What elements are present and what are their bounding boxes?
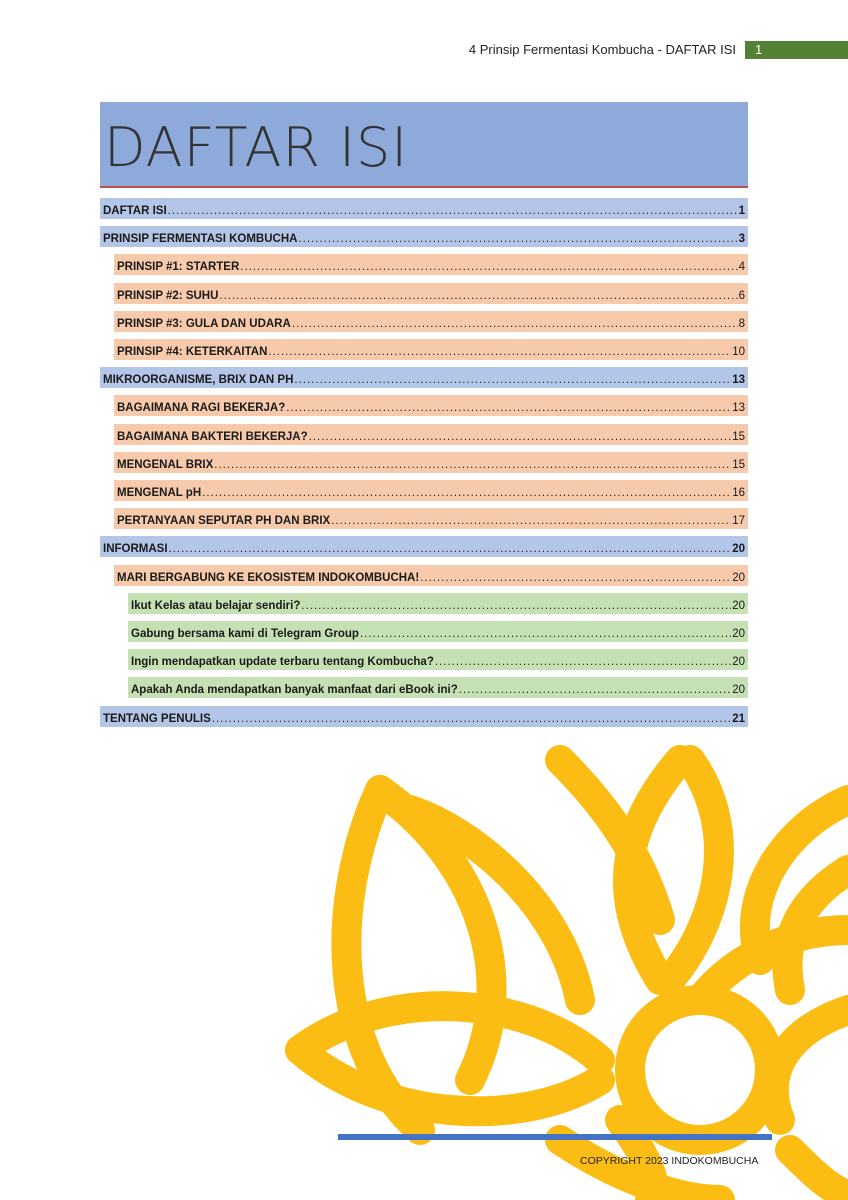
toc-entry-label: MARI BERGABUNG KE EKOSISTEM INDOKOMBUCHA!: [117, 571, 420, 584]
toc-entry-label: Gabung bersama kami di Telegram Group: [131, 628, 359, 640]
footer-bar: [338, 1134, 772, 1140]
toc-entry-page: 15: [732, 430, 745, 443]
toc-entry[interactable]: [128, 677, 748, 698]
toc-leader-dots: [292, 318, 738, 330]
toc-entry[interactable]: [128, 621, 748, 642]
toc-entry-label: Ikut Kelas atau belajar sendiri?: [131, 599, 301, 612]
toc-entry[interactable]: [100, 226, 748, 247]
toc-leader-dots: [168, 205, 738, 217]
toc-entry[interactable]: [114, 283, 748, 304]
toc-entry-page: 20: [732, 599, 745, 612]
running-header: 4 Prinsip Fermentasi Kombucha - DAFTAR ISI: [468, 42, 736, 57]
toc-entry-page: 1: [738, 205, 745, 217]
footer-copyright: COPYRIGHT 2023 INDOKOMBUCHA: [580, 1155, 759, 1167]
toc-leader-dots: [240, 261, 737, 273]
toc-entry-label: PRINSIP #2: SUHU: [117, 289, 219, 302]
toc-leader-dots: [212, 713, 731, 725]
toc-entry-label: TENTANG PENULIS: [103, 712, 211, 725]
toc-entry[interactable]: [114, 254, 748, 275]
toc-leader-dots: [420, 572, 731, 584]
toc-entry-page: 10: [732, 346, 745, 358]
toc-leader-dots: [219, 290, 737, 302]
toc-entry-page: 13: [732, 402, 745, 415]
toc-entry[interactable]: [100, 198, 748, 219]
toc-leader-dots: [286, 402, 731, 414]
toc-entry-label: DAFTAR ISI: [103, 205, 167, 217]
toc-entry[interactable]: [128, 649, 748, 670]
toc-entry-label: Apakah Anda mendapatkan banyak manfaat dari eBook ini?: [131, 684, 458, 697]
page-number-badge: 1: [745, 41, 848, 59]
toc-entry[interactable]: [100, 706, 748, 727]
toc-entry-label: BAGAIMANA RAGI BEKERJA?: [117, 402, 286, 415]
toc-entry[interactable]: [114, 480, 748, 501]
toc-entry-page: 20: [732, 656, 745, 669]
toc-entry-label: PRINSIP #4: KETERKAITAN: [117, 346, 268, 358]
toc-leader-dots: [301, 600, 731, 612]
toc-leader-dots: [169, 543, 732, 555]
toc-entry[interactable]: [100, 367, 748, 388]
toc-entry-page: 6: [738, 289, 745, 302]
toc-entry-label: Ingin mendapatkan update terbaru tentang Kombucha?: [131, 656, 434, 669]
toc-leader-dots: [459, 684, 731, 696]
toc-leader-dots: [309, 431, 732, 443]
toc-entry-label: BAGAIMANA BAKTERI BEKERJA?: [117, 430, 308, 443]
toc-entry-label: MENGENAL pH: [117, 487, 202, 499]
toc-entry-page: 15: [732, 458, 745, 471]
toc-entry[interactable]: [114, 311, 748, 332]
title-block: [100, 102, 748, 188]
toc-entry-page: 4: [738, 261, 745, 274]
toc-entry-label: PRINSIP #3: GULA DAN UDARA: [117, 317, 291, 330]
toc-leader-dots: [294, 374, 731, 386]
toc-entry-label: MENGENAL BRIX: [117, 458, 214, 471]
page-title: DAFTAR ISI: [104, 116, 409, 179]
toc-entry-label: INFORMASI: [103, 543, 168, 556]
toc-entry[interactable]: [128, 593, 748, 614]
toc-leader-dots: [202, 487, 731, 499]
toc-entry-page: 17: [732, 515, 745, 528]
toc-entry-label: PRINSIP FERMENTASI KOMBUCHA: [103, 233, 298, 246]
toc-entry[interactable]: [114, 339, 748, 360]
toc-leader-dots: [214, 459, 731, 471]
toc-leader-dots: [360, 628, 731, 640]
toc-entry[interactable]: [114, 452, 748, 473]
toc-entry-label: PRINSIP #1: STARTER: [117, 261, 240, 274]
toc-entry-label: PERTANYAAN SEPUTAR PH DAN BRIX: [117, 515, 331, 528]
toc-entry-label: MIKROORGANISME, BRIX DAN PH: [103, 374, 294, 387]
toc-entry-page: 20: [732, 571, 745, 584]
toc-entry-page: 20: [732, 543, 745, 556]
toc-entry[interactable]: [100, 536, 748, 557]
toc-entry-page: 20: [732, 628, 745, 640]
toc-entry[interactable]: [114, 424, 748, 445]
toc-entry-page: 21: [732, 712, 745, 725]
toc-entry-page: 3: [738, 233, 745, 246]
toc-entry-page: 13: [732, 374, 745, 387]
toc-leader-dots: [268, 346, 731, 358]
toc-entry-page: 16: [732, 487, 745, 499]
toc-entry[interactable]: [114, 395, 748, 416]
toc-leader-dots: [298, 233, 737, 245]
toc-entry[interactable]: [114, 508, 748, 529]
toc-entry-page: 20: [732, 684, 745, 697]
toc-leader-dots: [331, 515, 731, 527]
toc-leader-dots: [435, 656, 731, 668]
toc-entry-page: 8: [738, 317, 745, 330]
toc-entry[interactable]: [114, 565, 748, 586]
